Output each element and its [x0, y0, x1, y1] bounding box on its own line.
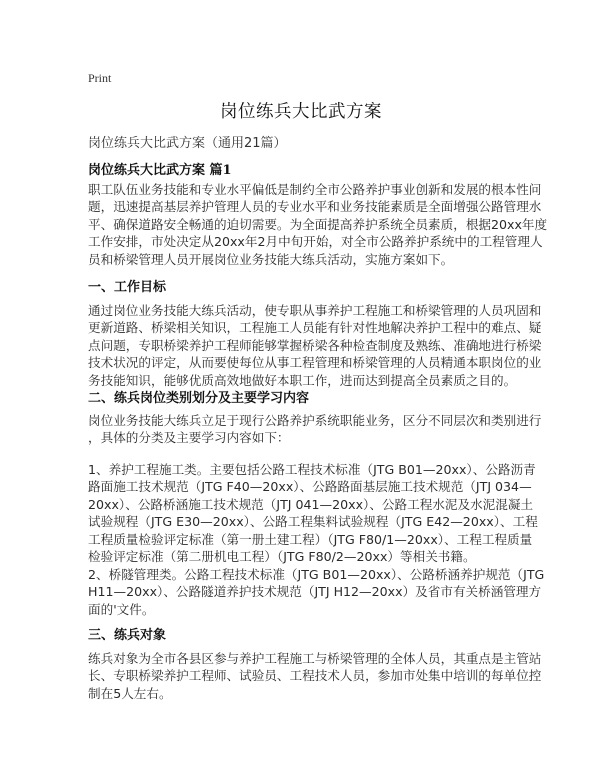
trainees-paragraph — [88, 650, 542, 702]
text-line: 工作安排，市处决定从20xx年2月中旬开始，对全市公路养护系统中的工程管理人 — [88, 234, 543, 250]
text-line: 务技能知识，能够优质高效地做好本职工作，进而达到提高全员素质之目的。 — [88, 372, 517, 388]
text-line: 面的'文件。 — [88, 601, 155, 617]
text-line: 2、桥隧管理类。公路工程技术标准（JTG B01—20xx）、公路桥涵养护规范（JTG — [88, 567, 545, 582]
text-line: 技术状况的评定，从而要使每位从事工程管理和桥梁管理的人员精通本职岗位的业 — [88, 355, 542, 371]
text-line: 检验评定标准（第二册机电工程）（JTG F80/2—20xx）等相关书籍。 — [88, 549, 476, 565]
text-line: 20xx）、公路桥涵施工技术规范（JTJ 041—20xx）、公路工程水泥及水泥混凝土 — [88, 496, 534, 512]
text-line: 题，迅速提高基层养护管理人员的专业水平和业务技能素质是全面增强公路管理水 — [88, 199, 542, 215]
text-line: 点问题，专职桥梁养护工程师能够掌握桥梁各种检查制度及熟练、准确地进行桥梁 — [88, 337, 542, 353]
text-line: 员和桥梁管理人员开展岗位业务技能大练兵活动，实施方案如下。 — [88, 251, 454, 267]
intro-paragraph — [88, 181, 548, 268]
text-line: 岗位业务技能大练兵立足于现行公路养护系统职能业务，区分不同层次和类别进行 — [88, 413, 542, 428]
document-subtitle: 岗位练兵大比武方案（通用21篇） — [88, 136, 287, 151]
heading-work-goals: 一、工作目标 — [88, 280, 167, 295]
text-line: H11—20xx）、公路隧道养护技术规范（JTJ H12—20xx）及省市有关桥涵管理方 — [88, 584, 542, 600]
heading-trainees: 三、练兵对象 — [88, 628, 167, 643]
category-item-1 — [88, 461, 538, 565]
category-item-2 — [88, 566, 545, 618]
text-line: 职工队伍业务技能和专业水平偏低是制约全市公路养护事业创新和发展的根本性问 — [88, 182, 542, 197]
text-line: 通过岗位业务技能大练兵活动，使专职从事养护工程施工和桥梁管理的人员巩固和 — [88, 303, 542, 318]
document-title: 岗位练兵大比武方案 — [220, 102, 382, 122]
text-line: 工程质量检验评定标准（第一册土建工程）（JTG F80/1—20xx）、工程工程质量 — [88, 531, 533, 547]
text-line: 练兵对象为全市各县区参与养护工程施工与桥梁管理的全体人员，其重点是主管站 — [88, 651, 542, 666]
work-goals-paragraph — [88, 302, 542, 389]
text-line: 平、确保道路安全畅通的迫切需要。为全面提高养护系统全员素质，根据20xx年度 — [88, 216, 548, 232]
text-line: 路面施工技术规范（JTG F40—20xx）、公路路面基层施工技术规范（JTJ 034— — [88, 479, 532, 495]
text-line: 更新道路、桥梁相关知识，工程施工人员能有针对性地解决养护工程中的难点、疑 — [88, 320, 542, 336]
text-line: 试验规程（JTG E30—20xx）、公路工程集料试验规程（JTG E42—20xx）、工程 — [88, 514, 538, 530]
text-line: 1、养护工程施工类。主要包括公路工程技术标准（JTG B01—20xx）、公路沥青 — [88, 462, 536, 477]
heading-categories: 二、练兵岗位类别划分及主要学习内容 — [88, 391, 310, 406]
section-heading-part1: 岗位练兵大比武方案 篇1 — [88, 163, 232, 178]
text-line: ，具体的分类及主要学习内容如下： — [88, 430, 290, 446]
text-line: 制在5人左右。 — [88, 685, 172, 701]
print-label[interactable]: Print — [88, 71, 112, 85]
categories-paragraph — [88, 412, 542, 447]
text-line: 长、专职桥梁养护工程师、试验员、工程技术人员，参加市处集中培训的每单位控 — [88, 668, 542, 684]
